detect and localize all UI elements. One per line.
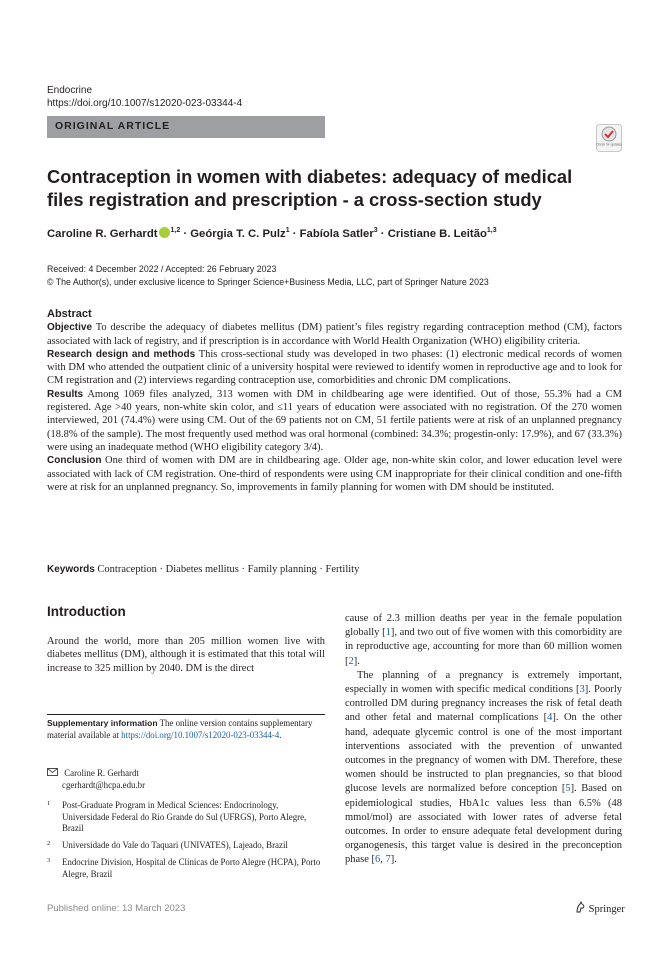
publisher-name: Springer [588,904,625,915]
introduction-heading: Introduction [47,604,126,619]
abstract-text: Among 1069 files analyzed, 313 women with DM in childbearing age were identified. Out of those, 55.3% had a CM registered. Age >40 years, non-white skin color, and ≤11 years of education were associated with no registration. Of the 270 women interviewed, 201 (74.4%) were using CM. Out of the 69 patients not on CM, 51 fertile patients were at risk of an unplanned pregnancy (18.8% of the sample). The most frequently used method was oral hormonal (combined: 34.3%; progestin-only: 17.9%), and 67 (33.3%) were using an inadequate method (WHO eligibility category 3/4). [47,388,622,453]
crossmark-icon [596,124,622,152]
article-dates [47,263,489,289]
supplementary-info [47,718,325,741]
keyword-separator: · [319,564,323,575]
journal-doi[interactable]: https://doi.org/10.1007/s12020-023-03344-4 [47,98,243,109]
keywords [47,564,622,575]
corresponding-name: Caroline R. Gerhardt [64,768,139,778]
introduction-col2 [345,612,622,868]
corresponding-author [47,768,325,791]
keyword: Diabetes mellitus [165,564,239,575]
received-accepted: Received: 4 December 2022 / Accepted: 26 February 2023 [47,264,277,274]
citation-link[interactable]: 7 [385,854,391,866]
footnote-divider [47,714,325,715]
copyright-line: © The Author(s), under exclusive licence to Springer Science+Business Media, LLC, part of Springer Nature 2023 [47,277,489,287]
affiliation-number: 1 [47,800,51,807]
abstract-text: This cross-sectional study was developed in two phases: (1) electronic medical records of women with DM who attended the outpatient clinic of a university hospital were reviewed to identify women in reproductive age and to look for CM registration and (2) interviews regarding contraception use, comorbidities and chronic DM complications. [47,348,623,387]
envelope-icon [47,768,58,776]
article-type-label: ORIGINAL ARTICLE [55,120,171,132]
keyword-separator: · [241,564,245,575]
abstract-label: Conclusion [47,455,102,467]
affiliation-text: Post-Graduate Program in Medical Sciences: Endocrinology, Universidade Federal do Rio Grande do Sul (UFRGS), Porto Alegre, Brazil [62,800,307,833]
author-separator: · [380,228,385,240]
author-affiliation-sup: 1,2 [170,227,181,235]
orcid-icon[interactable] [159,227,170,238]
paragraph-text: , [380,854,386,866]
author-affiliation-sup: 1,3 [486,227,497,235]
paragraph-text: The planning of a pregnancy is extremely important, especially in women with specific medical conditions [ [345,669,622,696]
article-title: Contraception in women with diabetes: adequacy of medical files registration and prescription - a cross-section study [47,166,573,210]
abstract-text: To describe the adequacy of diabetes mellitus (DM) patient’s files registry regarding contraception method (CM), factors associated with lack of registry, and if prescription is in accordance with World Health Organization (WHO) eligibility criteria. [47,322,622,347]
paragraph-text: ], and two out of five women with this comorbidity are in reproductive age, accounting for more than 60 million women [ [345,627,622,667]
keyword: Contraception [97,564,157,575]
abstract-objective [47,321,622,348]
affiliation-text: Endocrine Division, Hospital de Clínicas de Porto Alegre (HCPA), Porto Alegre, Brazil [62,857,321,879]
citation-link[interactable]: 4 [547,712,553,724]
supplementary-text: The online version contains supplementary material available at [47,718,313,740]
citation-link[interactable]: 5 [565,783,571,795]
citation-link[interactable]: 3 [579,684,585,696]
author-name[interactable]: Caroline R. Gerhardt [47,228,158,240]
published-date: Published online: 13 March 2023 [47,903,186,914]
crossmark-label: Check for updates [596,142,622,147]
citation-link[interactable]: 2 [348,655,354,667]
abstract-label: Results [47,388,84,400]
abstract-heading: Abstract [47,308,92,320]
abstract [47,308,622,494]
affiliation-text: Universidade do Vale do Taquari (UNIVATES), Lajeado, Brazil [62,840,288,850]
paragraph-text: ]. Poorly controlled DM during pregnancy increases the risk of fetal death and other fetal and maternal complications [ [345,684,623,724]
abstract-results [47,388,622,454]
affiliation-number: 2 [47,840,51,847]
introduction-col1: Around the world, more than 205 million women live with diabetes mellitus (DM), although it is estimated that this total will increase to 325 million by 2040. DM is the direct [47,636,325,674]
author-name[interactable]: Geórgia T. C. Pulz [190,228,286,240]
author-name[interactable]: Fabíola Satler [299,228,374,240]
paragraph [345,669,622,868]
supplementary-link[interactable]: https://doi.org/10.1007/s12020-023-03344-4 [121,729,280,740]
abstract-text: One third of women with DM are in childbearing age. Older age, non-white skin color, and lower education level were associated with lack of CM registration. One-third of respondents were using CM inappropriate for their clinical condition and one-fifth were at risk for an unplanned pregnancy. So, improvements in family planning for women with DM should be instituted. [47,455,623,493]
paragraph-text: ]. On the other hand, adequate glycemic control is one of the most important interventions associated with the prevention of unwanted outcomes in the pregnancy of women with DM. Therefore, these women should be instructed to plan pregnancies, so that blood glucose levels are normalized before conception [ [345,712,622,795]
check-for-updates-badge[interactable] [596,124,622,152]
citation-link[interactable]: 6 [375,854,381,866]
publisher-logo [575,901,625,915]
journal-header [47,84,242,110]
abstract-conclusion [47,454,622,494]
paragraph-text: ]. Based on epidemiological studies, HbA1c values less than 6.5% (48 mmol/mol) are associated with lower rates of adverse fetal outcomes. In order to ensure adequate fetal development during organogenesis, this target value is desired in the preconception phase [ [345,783,622,866]
article-type-bar [47,116,325,138]
springer-horse-icon [575,901,586,913]
corresponding-email[interactable]: cgerhardt@hcpa.edu.br [62,779,146,790]
abstract-label: Objective [47,322,93,334]
journal-name: Endocrine [47,85,93,96]
paragraph-text: ]. [353,655,360,667]
supplementary-label: Supplementary information [47,718,158,728]
paragraph-text: ]. [390,854,397,866]
keyword: Family planning [247,564,317,575]
keywords-label: Keywords [47,564,95,575]
paragraph-text: cause of 2.3 million deaths per year in the female population globally [ [345,613,622,639]
author-name[interactable]: Cristiane B. Leitão [387,228,487,240]
keyword: Fertility [325,564,360,575]
author-list [47,227,497,240]
citation-link[interactable]: 1 [385,627,391,639]
author-affiliation-sup: 3 [373,227,378,235]
abstract-label: Research design and methods [47,348,196,360]
author-separator: · [292,228,297,240]
affiliation-number: 3 [47,857,51,864]
supplementary-end: . [279,729,282,740]
author-separator: · [183,228,188,240]
paragraph [345,612,622,669]
author-affiliation-sup: 1 [285,227,290,235]
abstract-methods [47,348,622,388]
keyword-separator: · [159,564,164,575]
